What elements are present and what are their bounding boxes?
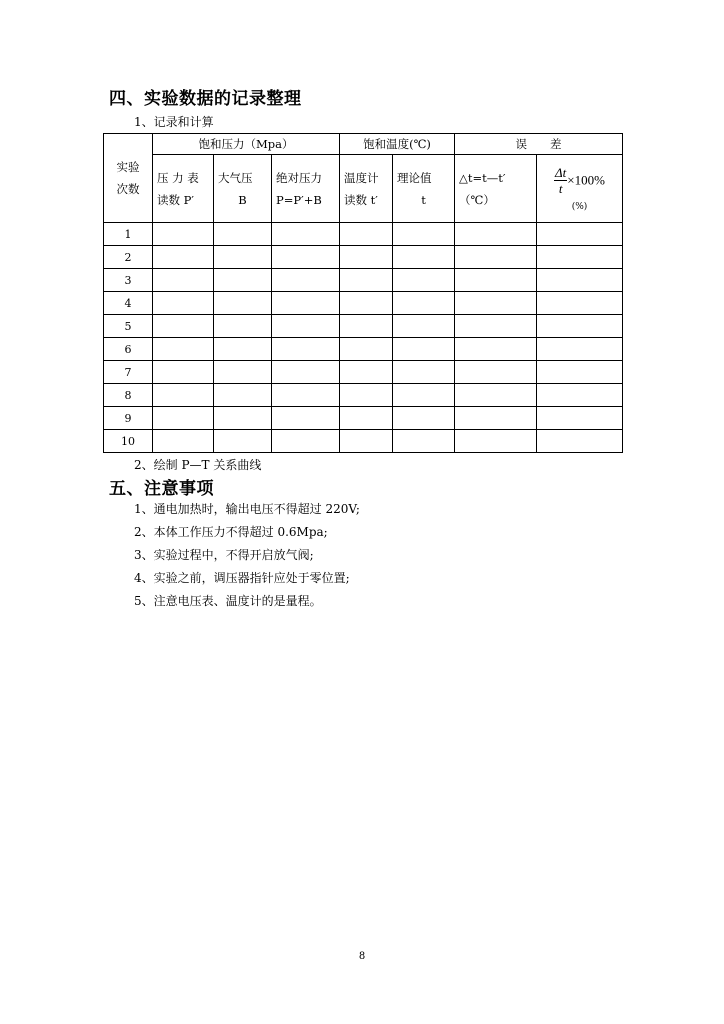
trial-number-cell: 4 (104, 292, 153, 315)
note-item: 3、实验过程中，不得开启放气阀; (134, 548, 314, 562)
data-cell (537, 361, 623, 384)
data-cell (153, 223, 214, 246)
trial-number-cell: 9 (104, 407, 153, 430)
data-cell (272, 315, 340, 338)
subsection-pt-curve: 2、绘制 P—T 关系曲线 (134, 458, 262, 472)
data-cell (214, 384, 272, 407)
data-cell (537, 430, 623, 453)
table-row (104, 407, 623, 430)
data-cell (393, 292, 455, 315)
note-item: 1、通电加热时，输出电压不得超过 220V; (134, 502, 360, 516)
header-trial-number: 实验 次数 (104, 134, 153, 223)
data-cell (393, 269, 455, 292)
data-cell (153, 292, 214, 315)
header-saturation-temperature: 饱和温度(℃) (340, 134, 455, 155)
data-cell (340, 361, 393, 384)
data-cell (272, 223, 340, 246)
data-cell (455, 361, 537, 384)
header-theoretical-value: 理论值 t (393, 155, 455, 223)
data-cell (455, 407, 537, 430)
data-cell (272, 338, 340, 361)
data-cell (537, 315, 623, 338)
data-cell (153, 246, 214, 269)
data-cell (340, 338, 393, 361)
data-cell (340, 407, 393, 430)
data-cell (272, 430, 340, 453)
data-cell (393, 223, 455, 246)
table-row (104, 338, 623, 361)
table-row (104, 384, 623, 407)
data-cell (393, 430, 455, 453)
trial-number-cell: 2 (104, 246, 153, 269)
data-cell (214, 338, 272, 361)
data-cell (340, 384, 393, 407)
data-cell (455, 315, 537, 338)
header-delta-t: △t=t—t′ （℃） (455, 155, 537, 223)
data-cell (214, 292, 272, 315)
data-cell (272, 384, 340, 407)
data-cell (455, 269, 537, 292)
data-cell (153, 407, 214, 430)
data-cell (537, 292, 623, 315)
data-cell (455, 292, 537, 315)
data-cell (393, 384, 455, 407)
data-cell (393, 315, 455, 338)
data-cell (537, 338, 623, 361)
data-cell (393, 361, 455, 384)
data-cell (340, 315, 393, 338)
data-cell (153, 338, 214, 361)
data-cell (455, 430, 537, 453)
data-cell (272, 246, 340, 269)
trial-number-cell: 1 (104, 223, 153, 246)
section-5-title: 五、注意事项 (109, 479, 214, 499)
data-cell (340, 430, 393, 453)
trial-number-cell: 8 (104, 384, 153, 407)
data-cell (214, 361, 272, 384)
data-cell (272, 361, 340, 384)
note-item: 5、注意电压表、温度计的是量程。 (134, 594, 322, 608)
data-cell (537, 269, 623, 292)
table-row (104, 430, 623, 453)
data-cell (393, 407, 455, 430)
header-error: 误 差 (455, 134, 623, 155)
fraction-formula: $\frac{\Delta t}{t}$ (555, 165, 567, 196)
trial-number-cell: 10 (104, 430, 153, 453)
data-cell (272, 407, 340, 430)
section-4-title: 四、实验数据的记录整理 (109, 89, 302, 109)
data-cell (340, 269, 393, 292)
data-cell (214, 269, 272, 292)
data-cell (537, 384, 623, 407)
data-cell (340, 223, 393, 246)
data-cell (153, 384, 214, 407)
data-cell (455, 384, 537, 407)
data-cell (153, 315, 214, 338)
data-cell (455, 246, 537, 269)
data-cell (214, 315, 272, 338)
data-cell (153, 430, 214, 453)
data-cell (153, 269, 214, 292)
data-cell (214, 223, 272, 246)
trial-number-cell: 6 (104, 338, 153, 361)
table-row (104, 361, 623, 384)
table-row (104, 246, 623, 269)
trial-number-cell: 3 (104, 269, 153, 292)
subsection-record-calc: 1、记录和计算 (134, 115, 214, 129)
data-cell (153, 361, 214, 384)
data-cell (214, 407, 272, 430)
data-cell (272, 292, 340, 315)
header-saturation-pressure: 饱和压力（Mpa） (153, 134, 340, 155)
header-atmospheric-pressure: 大气压 B (214, 155, 272, 223)
table-row (104, 269, 623, 292)
data-cell (214, 430, 272, 453)
data-cell (455, 338, 537, 361)
data-cell (393, 338, 455, 361)
data-cell (537, 246, 623, 269)
table-row (104, 315, 623, 338)
data-cell (340, 246, 393, 269)
note-item: 2、本体工作压力不得超过 0.6Mpa; (134, 525, 328, 539)
trial-number-cell: 7 (104, 361, 153, 384)
data-cell (455, 223, 537, 246)
header-absolute-pressure: 绝对压力 P=P′+B (272, 155, 340, 223)
table-row (104, 292, 623, 315)
data-cell (272, 269, 340, 292)
data-cell (340, 292, 393, 315)
data-table (103, 133, 623, 453)
data-cell (393, 246, 455, 269)
table-row (104, 223, 623, 246)
page-number: 8 (358, 951, 366, 962)
header-thermometer-reading: 温度计 读数 t′ (340, 155, 393, 223)
header-gauge-reading: 压 力 表 读数 P′ (153, 155, 214, 223)
trial-number-cell: 5 (104, 315, 153, 338)
data-cell (537, 223, 623, 246)
header-relative-error: $\frac{\Delta t}{t}$ ×100% (%) (537, 155, 623, 223)
data-cell (537, 407, 623, 430)
note-item: 4、实验之前，调压器指针应处于零位置; (134, 571, 350, 585)
data-cell (214, 246, 272, 269)
